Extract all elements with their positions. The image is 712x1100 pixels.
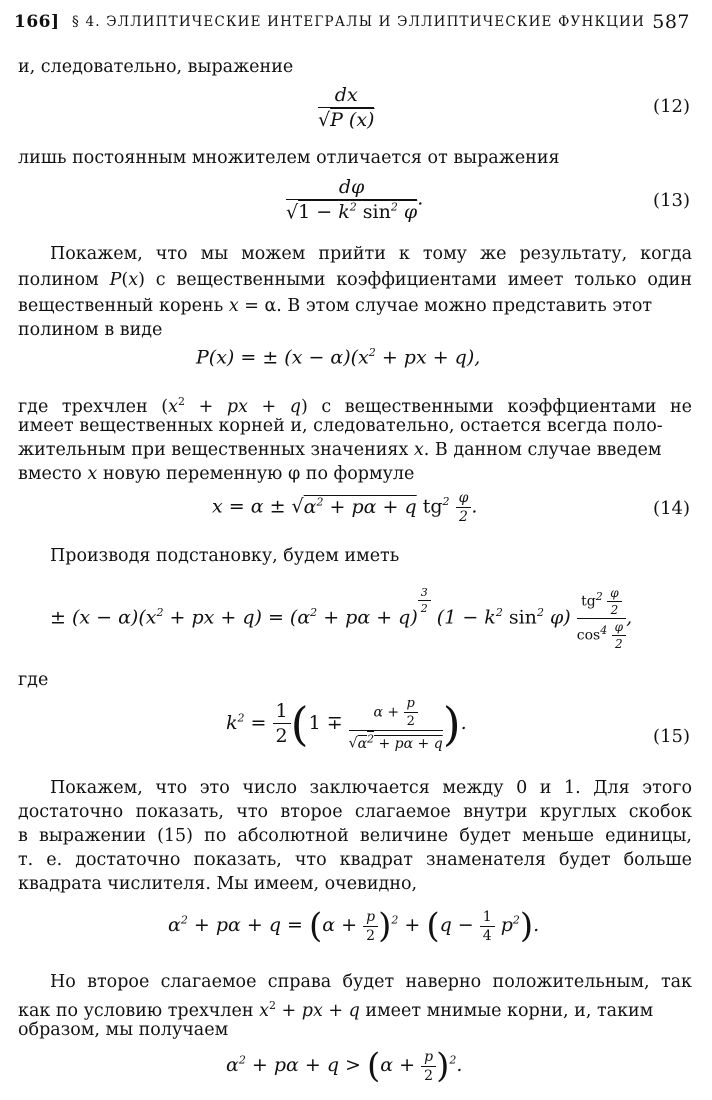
equation-13: $\frac{d\varphi}{√1 - k^2 \sin^2 \varphi}$ .: [286, 176, 424, 224]
text-line: имеет вещественных корней и, следовательно, остается всегда поло-: [18, 416, 663, 436]
equation-identity: $\alpha^2 + p\alpha + q = (\alpha$ + $\frac{p}{2}$ )$^2$ + (q − $\frac{1}{4}$ $p^2$).: [168, 906, 540, 946]
text-line: и, следовательно, выражение: [18, 57, 294, 77]
section-number: 166]: [14, 12, 60, 32]
equation-number-15: (15): [653, 726, 690, 747]
text-line: Производя подстановку, будем иметь: [50, 546, 400, 566]
text-line: т. е. достаточно показать, что квадрат знаменателя будет больше: [18, 850, 692, 870]
text-line: в выражении (15) по абсолютной величине будет меньше единицы,: [18, 826, 692, 846]
text-line: Но второе слагаемое справа будет наверно положительным, так: [50, 972, 692, 992]
equation-14: $x = \alpha \pm √\alpha^2 + p\alpha + q$ $tg^2$ $\frac{\varphi}{2}$ .: [212, 490, 478, 525]
running-title: § 4. ЭЛЛИПТИЧЕСКИЕ ИНТЕГРАЛЫ И ЭЛЛИПТИЧЕСКИЕ ФУНКЦИИ: [72, 14, 646, 30]
text-line: вместо x новую переменную φ по формуле: [18, 464, 415, 484]
equation-polynomial: P(x) = ± $(x - \alpha)(x^2$ + px + q),: [196, 346, 481, 369]
equation-15: $k^2$ = $\frac{1}{2}$ (1 ∓ α + $\frac{p}{2}$ $√\alpha^2 + p\alpha + q$ ).: [226, 696, 467, 752]
text-line: образом, мы получаем: [18, 1020, 229, 1040]
text-line: где трехчлен ($x^2$ + px + q) с вещественными коэффциентами не: [18, 395, 693, 417]
page-number: 587: [652, 11, 690, 33]
text-line: Покажем, что это число заключается между 0 и 1. Для этого: [50, 778, 692, 798]
text-line: Покажем, что мы можем прийти к тому же результату, когда: [50, 244, 692, 264]
equation-inequality: $\alpha^2 + p\alpha + q > (\alpha$ + $\frac{p}{2}$ )$^2$.: [226, 1046, 463, 1086]
text-line: полином в виде: [18, 320, 163, 340]
equation-12: $\frac{dx}{√P (x)}$: [318, 84, 375, 131]
text-line: достаточно показать, что второе слагаемое внутри круглых скобок: [18, 802, 692, 822]
text-line: как по условию трехчлен $x^2$ + px + q имеет мнимые корни, и, таким: [18, 999, 654, 1021]
text-line: лишь постоянным множителем отличается от выражения: [18, 148, 560, 168]
text-line: где: [18, 670, 49, 690]
equation-number-14: (14): [653, 498, 690, 519]
text-line: квадрата числителя. Мы имеем, очевидно,: [18, 874, 418, 894]
text-line: полином P(x) с вещественными коэффициентами имеет только один: [18, 270, 693, 290]
equation-substitution: ± $(x - \alpha)(x^2$ + px + $q) = (\alpha^2 + p\alpha + q)$ $^{\frac{3}{2}}$ ($1 - k^2$ $\sin^2 \varphi$) $tg^2$ $\frac{\varphi}{2}$ $\cos^4$ $\frac{\varphi}{2}$ ,: [50, 586, 633, 651]
equation-number-13: (13): [653, 190, 690, 211]
text-line: жительным при вещественных значениях x. В данном случае введем: [18, 440, 662, 460]
text-line: вещественный корень x = α. В этом случае можно представить этот: [18, 296, 653, 316]
equation-number-12: (12): [653, 96, 690, 117]
page-header: [14, 11, 690, 40]
